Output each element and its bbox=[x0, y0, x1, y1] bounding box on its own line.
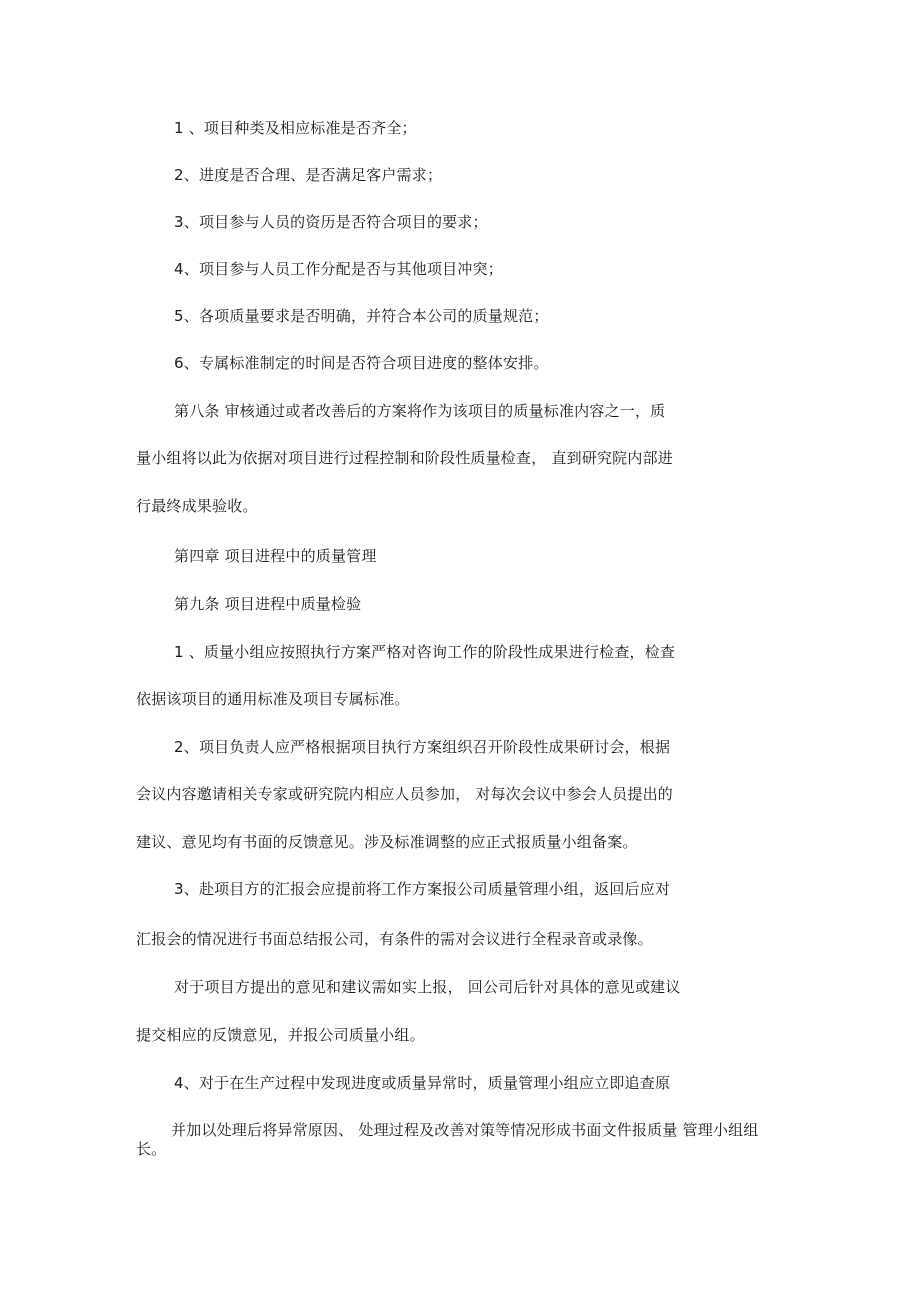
text-line-7: 第八条 审核通过或者改善后的方案将作为该项目的质量标准内容之一，质 bbox=[174, 402, 666, 420]
text-line-3: 3、项目参与人员的资历是否符合项目的要求； bbox=[174, 213, 488, 231]
article-heading: 第九条 项目进程中质量检验 bbox=[174, 595, 362, 613]
text-line-21: 4、对于在生产过程中发现进度或质量异常时，质量管理小组应立即追查原 bbox=[174, 1074, 671, 1092]
text-line-18: 汇报会的情况进行书面总结报公司，有条件的需对会议进行全程录音或录像。 bbox=[136, 930, 653, 948]
text-line-8: 量小组将以此为依据对项目进行过程控制和阶段性质量检查， 直到研究院内部进 bbox=[136, 449, 673, 467]
text-line-2: 2、进度是否合理、是否满足客户需求； bbox=[174, 166, 443, 184]
text-line-16: 建议、意见均有书面的反馈意见。涉及标准调整的应正式报质量小组备案。 bbox=[136, 833, 638, 851]
text-line-4: 4、项目参与人员工作分配是否与其他项目冲突； bbox=[174, 260, 503, 278]
text-line-14: 2、项目负责人应严格根据项目执行方案组织召开阶段性成果研讨会，根据 bbox=[174, 738, 671, 756]
text-line-12: 1 、质量小组应按照执行方案严格对咨询工作的阶段性成果进行检查，检查 bbox=[174, 643, 676, 661]
text-line-6: 6、专属标准制定的时间是否符合项目进度的整体安排。 bbox=[174, 354, 549, 372]
text-line-19: 对于项目方提出的意见和建议需如实上报， 回公司后针对具体的意见或建议 bbox=[174, 978, 681, 996]
text-line-23: 长。 bbox=[136, 1140, 167, 1158]
text-line-5: 5、各项质量要求是否明确，并符合本公司的质量规范； bbox=[174, 307, 549, 325]
text-line-1: 1 、项目种类及相应标准是否齐全； bbox=[174, 119, 417, 137]
text-line-17: 3、赴项目方的汇报会应提前将工作方案报公司质量管理小组，返回后应对 bbox=[174, 880, 671, 898]
text-line-15: 会议内容邀请相关专家或研究院内相应人员参加， 对每次会议中参会人员提出的 bbox=[136, 785, 673, 803]
chapter-heading: 第四章 项目进程中的质量管理 bbox=[174, 547, 377, 565]
text-line-13: 依据该项目的通用标准及项目专属标准。 bbox=[136, 690, 410, 708]
text-line-9: 行最终成果验收。 bbox=[136, 497, 258, 515]
text-line-20: 提交相应的反馈意见，并报公司质量小组。 bbox=[136, 1026, 425, 1044]
text-line-22: 并加以处理后将异常原因、 处理过程及改善对策等情况形成书面文件报质量 管理小组组 bbox=[171, 1121, 759, 1139]
